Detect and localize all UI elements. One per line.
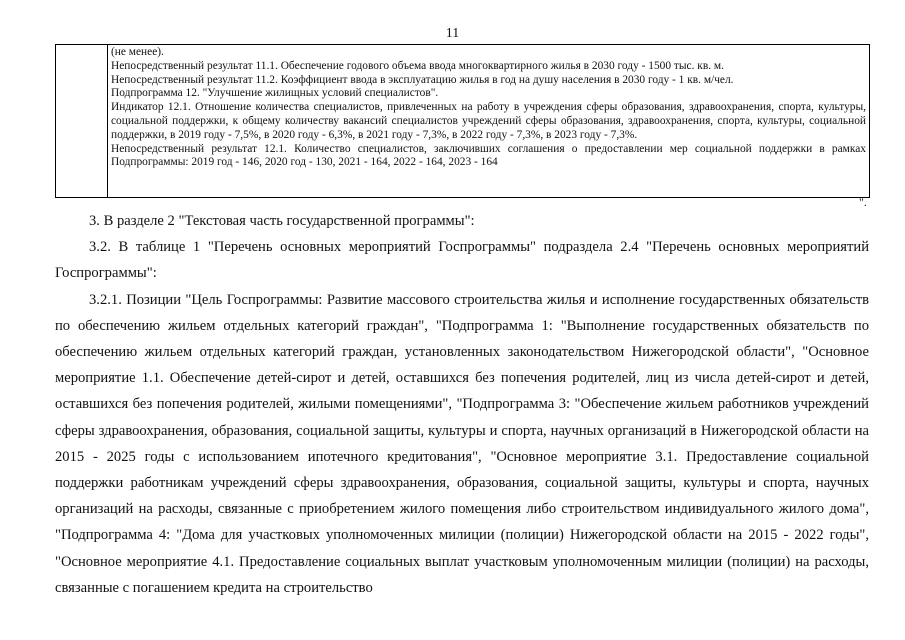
document-body [55, 208, 869, 601]
paragraph-section-3: 3. В разделе 2 "Текстовая часть государственной программы": [89, 213, 475, 229]
paragraph-section-3-2: 3.2. В таблице 1 "Перечень основных мероприятий Госпрограммы" подраздела 2.4 "Перечень основных мероприятий Госпрограммы": [55, 239, 869, 282]
table-line: (не менее). [111, 46, 164, 58]
table-line: Подпрограмма 12. "Улучшение жилищных условий специалистов". [111, 87, 439, 100]
table-line: Индикатор 12.1. Отношение количества специалистов, привлеченных на работу в учреждения сферы образования, здравоохранения, спорта, культуры, социальной поддержки, к общему количеству вакансий специалистов учреждений сферы образования, здравоохранения, спорта, культуры, социальной поддержки, в 2019 году - 7,5%, в 2020 году - 6,3%, в 2021 году - 7,3%, в 2022 году - 7,3%, в 2023 году - 7,3%. [111, 101, 866, 141]
table-empty-column [56, 45, 108, 197]
table-line: Непосредственный результат 12.1. Количество специалистов, заключивших соглашения о предоставлении мер социальной поддержки в рамках Подпрограммы: 2019 год - 146, 2020 год - 130, 2021 - 164, 2022 - 164, 2023 - 164 [111, 142, 866, 169]
page-number: 11 [445, 26, 460, 41]
table-line: Непосредственный результат 11.2. Коэффициент ввода в эксплуатацию жилья в год на душу населения в 2030 году - 1 кв. м/чел. [111, 73, 734, 86]
table-closing-quote: ". [859, 195, 867, 209]
table-line: Непосредственный результат 11.1. Обеспечение годового объема ввода многоквартирного жилья в 2030 году - 1500 тыс. кв. м. [111, 59, 724, 72]
paragraph-section-3-2-1: 3.2.1. Позиции "Цель Госпрограммы: Развитие массового строительства жилья и исполнение государственных обязательств по обеспечению жильем отдельных категорий граждан", "Подпрограмма 1: "Выполнение государственных обязательств по обеспечению жильем отдельных категорий граждан, установленных законодательством Нижегородской области", "Основное мероприятие 1.1. Обеспечение детей-сирот и детей, оставшихся без попечения родителей, лиц из числа детей-сирот и детей, оставшихся без попечения родителей, жилыми помещениями", "Подпрограмма 3: "Обеспечение жильем работников учреждений сферы здравоохранения, образования, социальной защиты, культуры и спорта, научных организаций в Нижегородской области на 2015 - 2025 годы с использованием ипотечного кредитования", "Основное мероприятие 3.1. Предоставление социальной поддержки работникам учреждений сферы здравоохранения, образования, социальной защиты, культуры и спорта, научных организаций на расходы, связанные с приобретением жилого помещения либо строительством индивидуального жилого дома", "Подпрограмма 4: "Дома для участковых уполномоченных милиции (полиции) Нижегородской области на 2015 - 2022 годы", "Основное мероприятие 4.1. Предоставление социальных выплат участковым уполномоченным милиции (полиции) на расходы, связанные с погашением кредита на строительство [55, 291, 869, 596]
indicator-table [55, 44, 870, 198]
table-text-cell [111, 46, 866, 170]
